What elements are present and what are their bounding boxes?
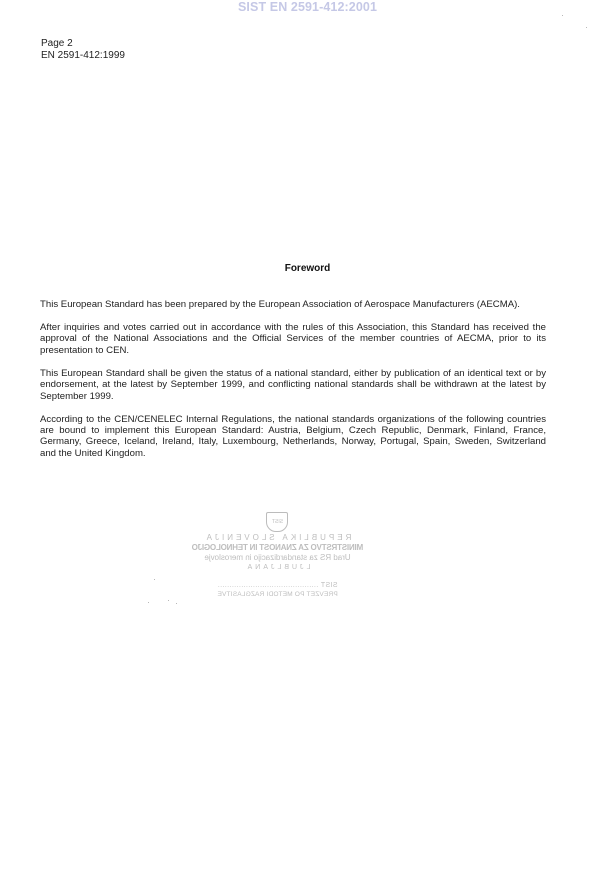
mirrored-stamp: [185, 512, 370, 600]
scan-speck: [148, 602, 149, 603]
page-number: Page 2: [41, 38, 73, 49]
scan-speck: [562, 15, 563, 16]
stamp-line-office: Urad RS za standardizacijo in meroslovje: [204, 553, 351, 562]
section-title: Foreword: [284, 263, 331, 274]
scan-speck: [586, 27, 587, 28]
scan-speck: [168, 600, 169, 601]
page-header: [41, 38, 125, 62]
scan-speck: [154, 579, 155, 580]
scan-speck: [176, 603, 177, 604]
coat-of-arms-icon: SIST: [267, 512, 289, 532]
stamp-line-republic: REPUBLIKA SLOVENIJA: [203, 533, 352, 542]
paragraph-status: This European Standard shall be given the status of a national standard, either by publication of an identical text or by endorsement, at the latest by September 1999, and conflicting national standards shall be withdrawn at the latest by September 1999.: [40, 367, 546, 402]
paragraph-approval: After inquiries and votes carried out in accordance with the rules of this Association, this Standard has received the approval of the National Associations and the Official Services of the member countries of AECMA, prior to its presentation to CEN.: [40, 322, 546, 356]
stamp-line-ministry: MINISTRSTVO ZA ZNANOST IN TEHNOLOGIJO: [191, 543, 364, 552]
document-id: EN 2591-412:1999: [41, 50, 125, 61]
stamp-line-city: LJUBLJANA: [244, 564, 311, 571]
stamp-signature-line: SIST ...........................................: [217, 582, 338, 589]
paragraph-implementation: According to the CEN/CENELEC Internal Regulations, the national standards organizations of the following countries are bound to implement this European Standard: Austria, Belgium, Czech Republic, Denmark, Finland, France, Germany, Greece, Iceland, Ireland, Italy, Luxembourg, Netherlands, Norway, Portugal, Spain, Sweden, Switzerland and the United Kingdom.: [40, 413, 546, 459]
paragraph-preparation: This European Standard has been prepared by the European Association of Aerospace Manufacturers (AECMA).: [40, 299, 520, 310]
stamp-line-method: PREVZET PO METODI RAZGLASITVE: [217, 591, 338, 598]
document-watermark: SIST EN 2591-412:2001: [238, 0, 377, 14]
foreword-body: [40, 299, 546, 471]
